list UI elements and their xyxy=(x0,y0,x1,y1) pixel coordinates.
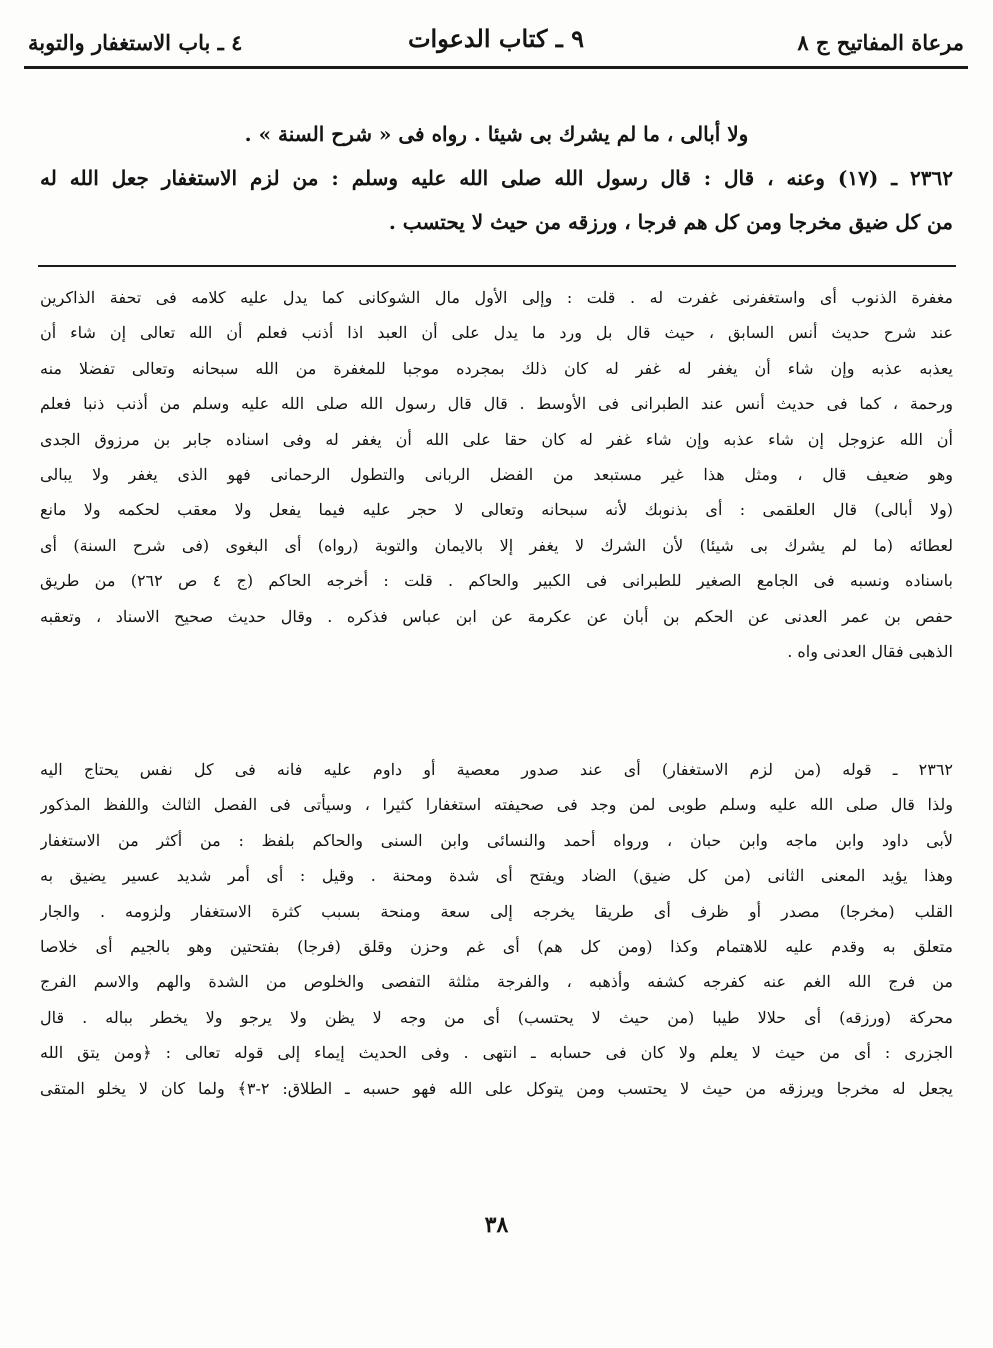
commentary-line: متعلق به وقدم عليه للاهتمام وكذا (ومن كل هم) أى غم وحزن وقلق (فرجا) بفتحتين وهو بالجيم أى خلاصا xyxy=(40,936,953,956)
commentary-line: الذهبى فقال العدنى واه . xyxy=(787,641,953,661)
commentary-line: عند شرح حديث أنس السابق ، حيث قال بل ورد ما يدل على أن العبد اذا أذنب فعلم أن الله تعالى إن شاء أن xyxy=(40,323,953,343)
commentary-line: لأبى داود وابن ماجه وابن حبان ، ورواه أحمد والنسائى وابن السنى والحاكم بلفظ : من أكثر من الاستغفار xyxy=(40,830,953,850)
commentary-line: ورحمة ، كما فى حديث أنس عند الطبرانى فى الأوسط . قال قال رسول الله صلى الله عليه وسلم من أذنب ذنبا فعلم xyxy=(40,394,953,414)
header-book-title: مرعاة المفاتيح ج ٨ xyxy=(797,30,964,55)
hadith-line-2: ٢٣٦٢ ـ (١٧) وعنه ، قال : قال رسول الله صلى الله عليه وسلم : من لزم الاستغفار جعل الله له xyxy=(40,166,953,190)
running-header xyxy=(28,22,964,70)
commentary-line: أن الله عزوجل إن شاء عذبه وإن شاء غفر له كان حقا على الله أن يغفر له وفى اسناده جابر بن مرزوق الجدى xyxy=(40,429,953,449)
commentary-line: وهذا يؤيد المعنى الثانى (من كل ضيق) الضاد ويفتح أى شدة ومحنة . وقيل : أى أمر شديد عسير يضيق به xyxy=(40,866,953,886)
hadith-line-3: من كل ضيق مخرجا ومن كل هم فرجا ، ورزقه من حيث لا يحتسب . xyxy=(388,210,953,234)
commentary-line: لعطائه (ما لم يشرك بى شيئا) لأن الشرك لا يغفر إلا بالايمان والتوبة (رواه) أى البغوى (فى شرح السنة) أى xyxy=(40,535,953,555)
commentary-block-1 xyxy=(40,280,953,669)
hadith-text xyxy=(40,112,953,244)
commentary-block-2 xyxy=(40,752,953,1106)
commentary-line: ٢٣٦٢ ـ قوله (من لزم الاستغفار) أى عند صدور معصية أو داوم عليه فانه فى كل نفس يحتاج اليه xyxy=(40,760,953,779)
commentary-line: حفص بن عمر العدنى عن الحكم بن أبان عن عكرمة عن ابن عباس فذكره . وقال حديث صحيح الاسناد ، وتعقبه xyxy=(40,606,953,626)
commentary-line: وهو ضعيف قال ، ومثل هذا غير مستبعد من الفضل الربانى والتطول الرحمانى فهو الذى يغفر ولا يبالى xyxy=(40,464,953,484)
commentary-line: محركة (ورزقه) أى حلالا طيبا (من حيث لا يحتسب) أى من وجه لا يظن ولا يرجو ولا يخطر بباله . قال xyxy=(40,1007,953,1027)
header-chapter: ٩ ـ كتاب الدعوات xyxy=(407,24,585,53)
page-number: ٣٨ xyxy=(484,1212,509,1238)
commentary-line: باسناده ونسبه فى الجامع الصغير للطبرانى فى الكبير والحاكم . قلت : أخرجه الحاكم (ج ٤ ص ٢٦٢) من طريق xyxy=(40,571,953,591)
commentary-line: يجعل له مخرجا ويرزقه من حيث لا يحتسب ومن يتوكل على الله فهو حسبه ـ الطلاق: ٢-٣﴾ ولما كان لا يخلو المتقى xyxy=(40,1078,953,1098)
commentary-line: ولذا قال صلى الله عليه وسلم طوبى لمن وجد فى صحيفته استغفارا كثيرا ، وسيأتى فى الفصل الثالث واللفظ المذكور xyxy=(40,795,953,815)
commentary-line: (ولا أبالى) قال العلقمى : أى بذنوبك لأنه سبحانه وتعالى لا حجر عليه فيما يفعل ولا معقب لحكمه ولا مانع xyxy=(40,500,953,520)
header-section: ٤ ـ باب الاستغفار والتوبة xyxy=(28,30,243,55)
section-rule xyxy=(38,265,956,267)
hadith-line-1: ولا أبالى ، ما لم يشرك بى شيئا . رواه فى « شرح السنة » . xyxy=(244,122,749,146)
commentary-line: مغفرة الذنوب أى واستغفرنى غفرت له . قلت : وإلى الأول مال الشوكانى كما يدل عليه كلامه فى تحفة الذاكرين xyxy=(40,288,953,307)
commentary-line: يعذبه عذبه وإن شاء أن يغفر له غفر له كان ذلك بمجرده موجبا للمغفرة من الله سبحانه وتعالى تفضلا منه xyxy=(40,358,953,378)
commentary-line: الجزرى : أى من حيث لا يعلم ولا كان فى حسابه ـ انتهى . وفى الحديث إيماء إلى قوله تعالى : ﴿ومن يتق الله xyxy=(40,1043,953,1063)
header-rule xyxy=(24,66,968,69)
commentary-line: القلب (مخرجا) مصدر أو ظرف أى طريقا يخرجه إلى سعة ومنحة بسبب كثرة الاستغفار ولزومه . والجار xyxy=(40,901,953,921)
commentary-line: من فرج الله الغم عنه كفرجه كشفه وأذهبه ، والفرجة مثلثة التفصى والخلوص من الشدة والهم والاسم الفرج xyxy=(40,972,953,992)
